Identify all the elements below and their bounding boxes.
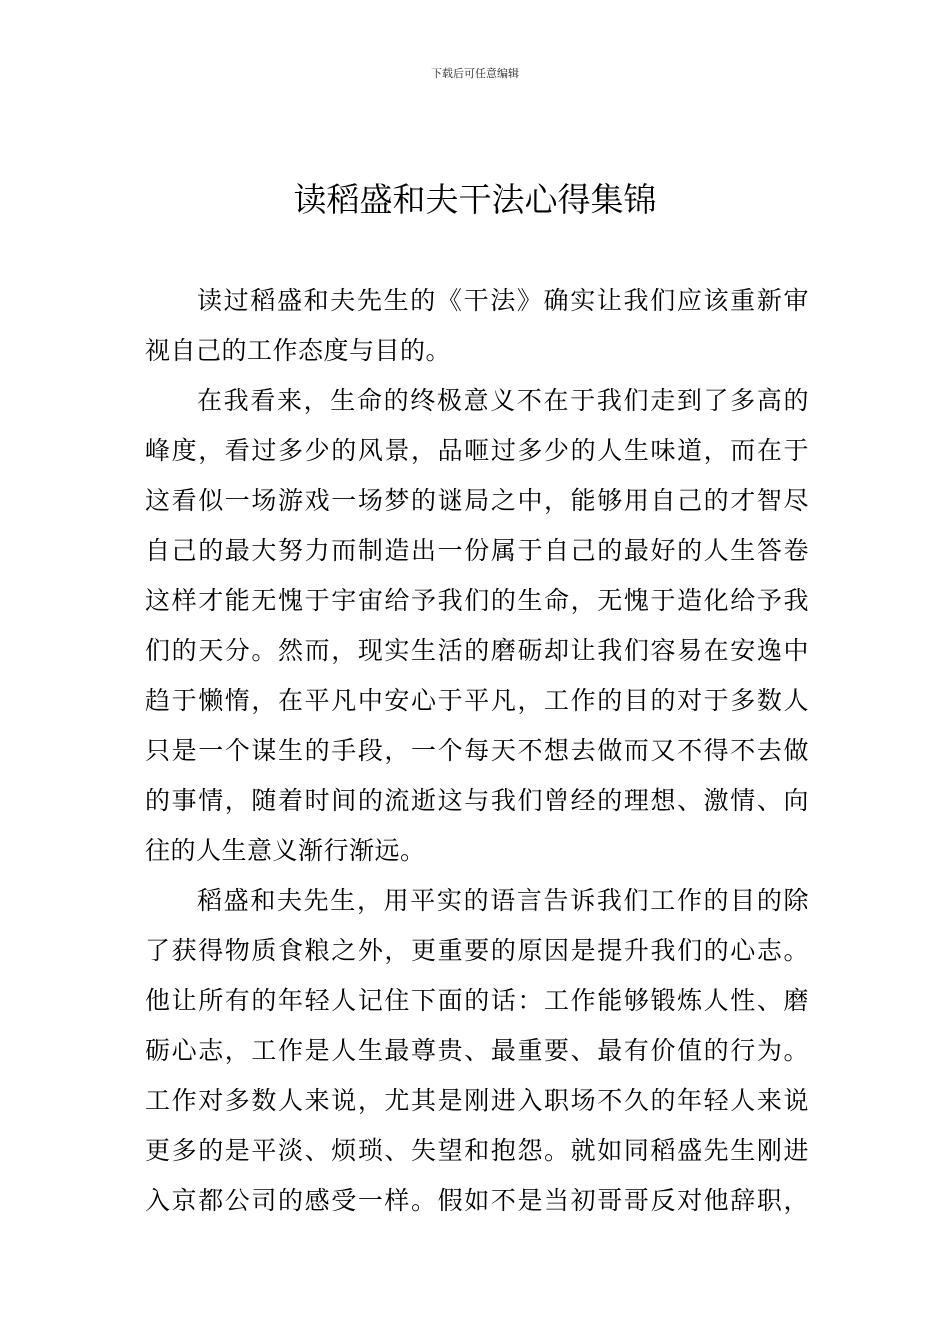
text-line: 只是一个谋生的手段，一个每天不想去做而又不得不去做 (145, 736, 809, 765)
text-line: 砺心志，工作是人生最尊贵、最重要、最有价值的行为。 (145, 1036, 809, 1065)
header-note: 下载后可任意编辑 (431, 67, 519, 80)
text-line: 们的天分。然而，现实生活的磨砺却让我们容易在安逸中 (145, 636, 809, 665)
text-line: 在我看来，生命的终极意义不在于我们走到了多高的 (197, 386, 809, 415)
text-line: 自己的最大努力而制造出一份属于自己的最好的人生答卷 (145, 536, 809, 565)
document-title: 读稻盛和夫干法心得集锦 (293, 180, 657, 219)
text-line: 这看似一场游戏一场梦的谜局之中，能够用自己的才智尽 (145, 486, 809, 515)
text-line: 了获得物质食粮之外，更重要的原因是提升我们的心志。 (145, 936, 809, 965)
text-line: 峰度，看过多少的风景，品咂过多少的人生味道，而在于 (145, 436, 809, 465)
text-line: 的事情，随着时间的流逝这与我们曾经的理想、激情、向 (145, 786, 809, 815)
text-line: 稻盛和夫先生，用平实的语言告诉我们工作的目的除 (197, 886, 809, 915)
text-line: 趋于懒惰，在平凡中安心于平凡，工作的目的对于多数人 (145, 686, 809, 715)
text-line: 他让所有的年轻人记住下面的话：工作能够锻炼人性、磨 (145, 986, 809, 1015)
text-line: 工作对多数人来说，尤其是刚进入职场不久的年轻人来说 (145, 1086, 809, 1115)
text-line: 读过稻盛和夫先生的《干法》确实让我们应该重新审 (197, 286, 809, 315)
text-line: 更多的是平淡、烦琐、失望和抱怨。就如同稻盛先生刚进 (145, 1136, 809, 1165)
text-line: 往的人生意义渐行渐远。 (145, 836, 426, 865)
text-line: 入京都公司的感受一样。假如不是当初哥哥反对他辞职， (145, 1186, 809, 1215)
text-line: 视自己的工作态度与目的。 (145, 336, 452, 365)
document-body (145, 276, 809, 1226)
text-line: 这样才能无愧于宇宙给予我们的生命，无愧于造化给予我 (145, 586, 809, 615)
